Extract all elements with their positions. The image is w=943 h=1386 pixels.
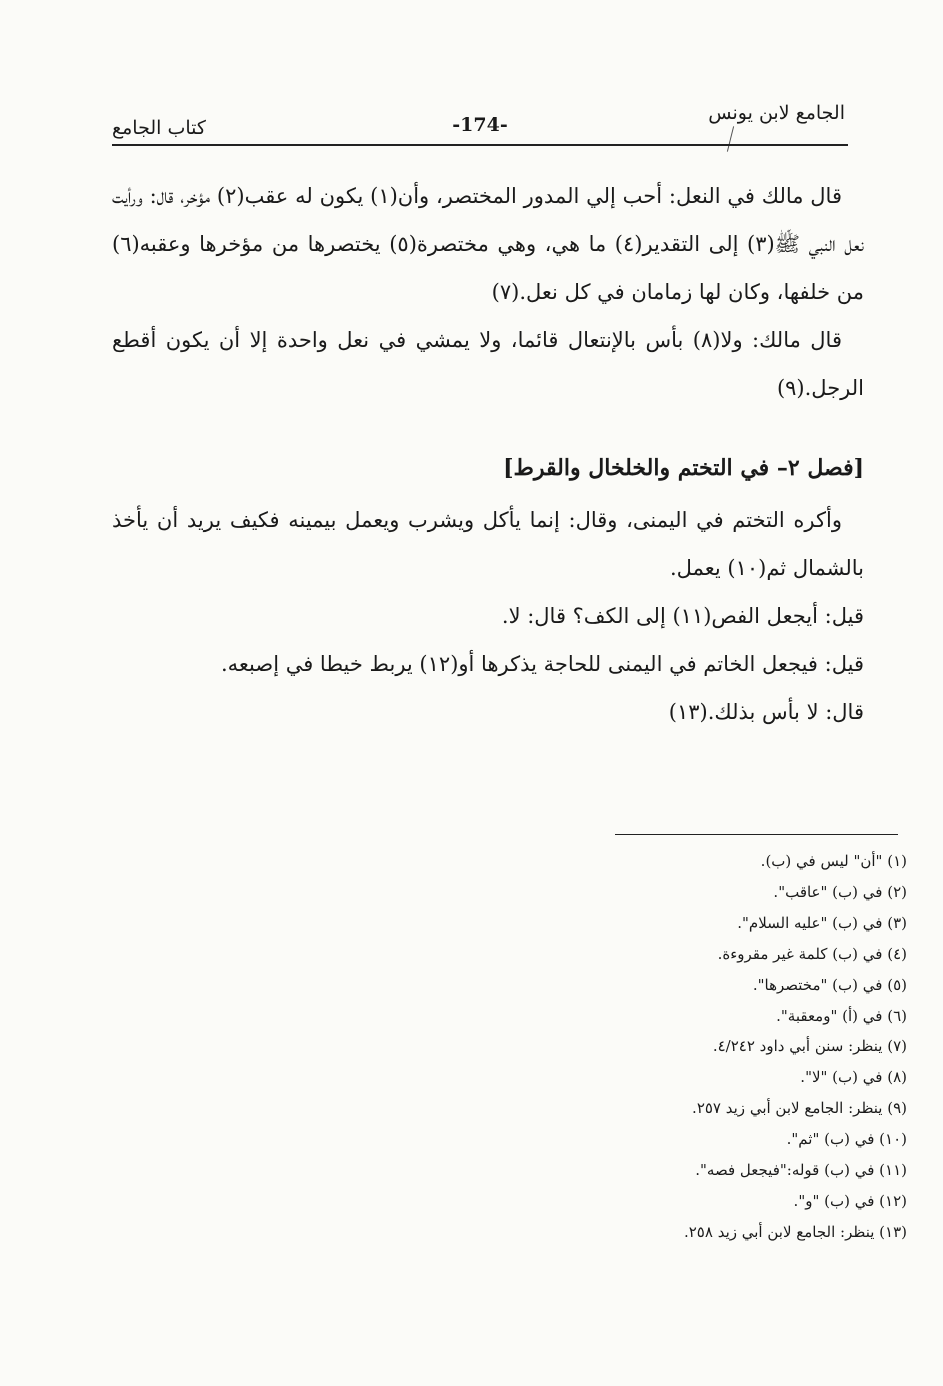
header-divider: [112, 144, 848, 146]
footnote-item: (٧) ينظر: سنن أبي داود ٤/٢٤٢.: [712, 1037, 907, 1056]
paragraph-question-reminder: قيل: فيجعل الخاتم في اليمنى للحاجة يذكرها أو(١٢) يربط خيطا في إصبعه.: [220, 652, 864, 676]
section-heading: [فصل ٢– في التختم والخلخال والقرط]: [503, 455, 864, 481]
running-header-book-title: الجامع لابن يونس: [708, 102, 845, 124]
footnote-item: (١٣) ينظر: الجامع لابن أبي زيد ٢٥٨.: [683, 1222, 907, 1241]
paragraph-answer: قال: لا بأس بذلك.(١٣): [668, 700, 864, 724]
footnote-item: (٥) في (ب) "مختصرها".: [752, 975, 907, 994]
pen-mark: [727, 126, 734, 151]
main-text-block-2: [112, 444, 864, 736]
footnote-item: (٢) في (ب) "عاقب".: [773, 882, 907, 901]
footnotes-list: [507, 846, 907, 1248]
footnote-item: (٣) في (ب) "عليه السلام".: [737, 913, 907, 932]
footnote-item: (١) "أن" ليس في (ب).: [760, 852, 907, 870]
footnote-item: (٦) في (أ) "ومعقبة".: [776, 1006, 907, 1025]
page-number: -174-: [452, 114, 508, 136]
paragraph-question-stone: قيل: أيجعل الفص(١١) إلى الكف؟ قال: لا.: [501, 604, 864, 628]
paragraph-sandals: قال مالك في النعل: أحب إلي المدور المختصر، وأن(١) يكون له عقب(٢) مؤخر، قال: ورأيت نعل النبي ﷺ(٣) إلى التقدير(٤) ما هي، وهي مختصرة(٥) يختصرها من مؤخرها وعقبه(٦) من خلفها، وكان لها زمامان في كل نعل.(٧): [112, 184, 865, 304]
footnote-item: (٤) في (ب) كلمة غير مقروءة.: [717, 944, 907, 963]
footnote-item: (٩) ينظر: الجامع لابن أبي زيد ٢٥٧.: [692, 1099, 907, 1118]
footnote-divider: [615, 834, 898, 835]
main-text-block-1: [112, 172, 864, 412]
footnote-item: (١٠) في (ب) "ثم".: [786, 1130, 907, 1149]
footnote-item: (٨) في (ب) "لا".: [800, 1068, 907, 1087]
paragraph-standing-sandals: قال مالك: ولا(٨) بأس بالإنتعال قائما، ولا يمشي في نعل واحدة إلا أن يكون أقطع الرجل.(٩): [112, 328, 864, 400]
footnote-item: (١١) في (ب) قوله:"فيجعل فصه".: [695, 1161, 907, 1180]
footnote-item: (١٢) في (ب) "و".: [793, 1191, 907, 1210]
paragraph-ring-right-hand: وأكره التختم في اليمنى، وقال: إنما يأكل ويشرب ويعمل بيمينه فكيف يريد أن يأخذ بالشمال ثم(١٠) يعمل.: [112, 508, 864, 580]
running-header-chapter: كتاب الجامع: [112, 117, 206, 139]
